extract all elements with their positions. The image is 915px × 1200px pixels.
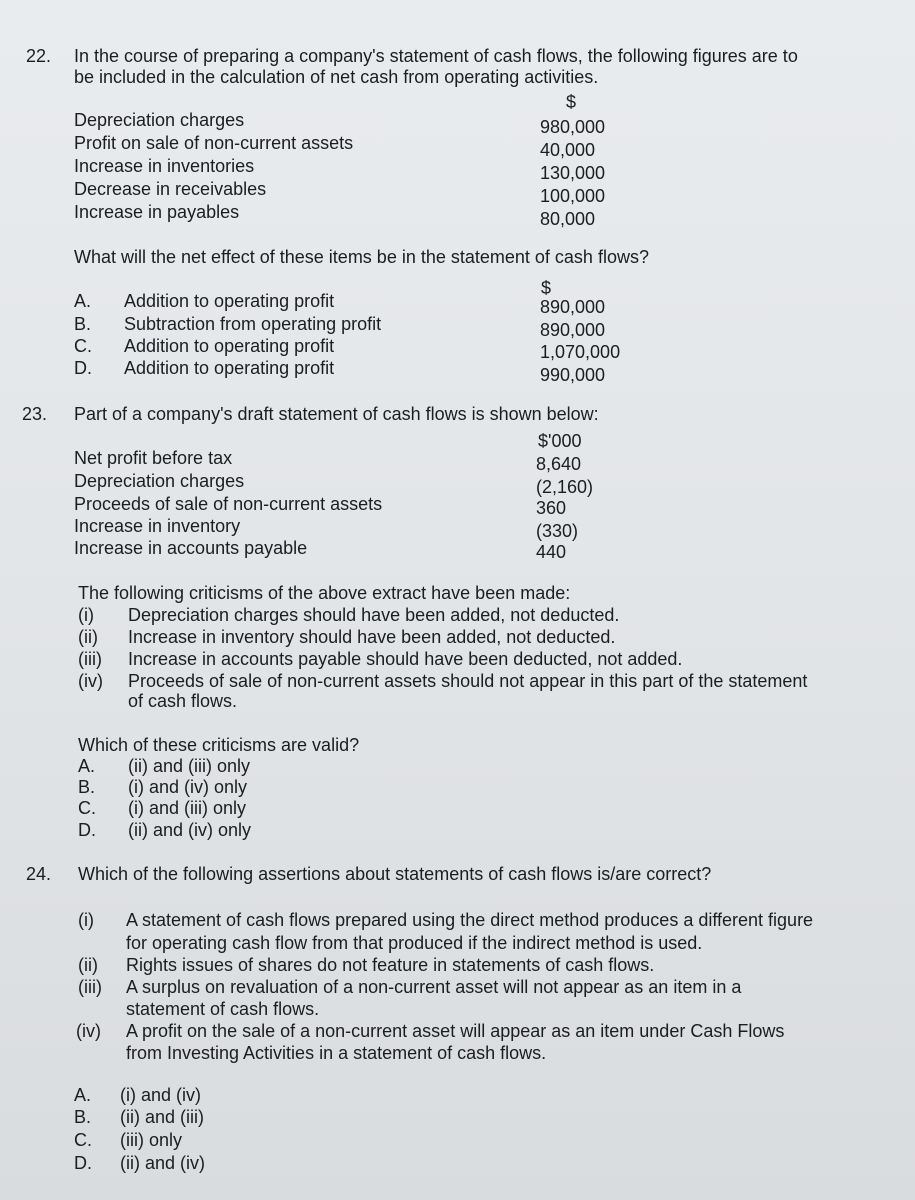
- question-number: 24.: [26, 864, 52, 884]
- question-text: Which of these criticisms are valid?: [78, 735, 360, 755]
- column-currency: $: [541, 278, 552, 298]
- item-label: Profit on sale of non-current assets: [74, 133, 354, 153]
- option-letter[interactable]: C.: [74, 336, 92, 356]
- criticism-number: (ii): [78, 627, 98, 647]
- option-text[interactable]: (i) and (iv): [120, 1085, 202, 1105]
- assertion-text: Rights issues of shares do not feature in statements of cash flows.: [126, 955, 655, 975]
- assertion-number: (i): [78, 910, 94, 930]
- assertion-text: A surplus on revaluation of a non-current asset will not appear as an item in a: [126, 977, 742, 997]
- option-letter[interactable]: D.: [74, 358, 92, 378]
- criticism-text-cont: of cash flows.: [128, 691, 238, 711]
- item-label: Increase in inventories: [74, 156, 255, 176]
- assertion-text-cont: from Investing Activities in a statement of cash flows.: [126, 1043, 547, 1063]
- assertion-number: (iii): [78, 977, 102, 997]
- option-value: 890,000: [540, 320, 606, 340]
- option-letter[interactable]: C.: [74, 1130, 92, 1150]
- question-number: 23.: [22, 404, 48, 424]
- item-value: 980,000: [540, 117, 606, 137]
- option-value: 990,000: [540, 365, 606, 385]
- option-text[interactable]: (ii) and (iv): [120, 1153, 206, 1173]
- option-value: 890,000: [540, 297, 606, 317]
- item-value: 360: [536, 498, 567, 518]
- item-label: Proceeds of sale of non-current assets: [74, 494, 383, 514]
- question-text: What will the net effect of these items be in the statement of cash flows?: [74, 247, 649, 267]
- assertion-text-cont: statement of cash flows.: [126, 999, 320, 1019]
- assertion-number: (ii): [78, 955, 98, 975]
- question-intro: Part of a company's draft statement of cash flows is shown below:: [74, 404, 599, 424]
- option-text[interactable]: (ii) and (iii) only: [128, 756, 251, 776]
- criticism-text: Increase in inventory should have been added, not deducted.: [128, 627, 616, 647]
- criticism-number: (iv): [78, 671, 103, 691]
- item-label: Depreciation charges: [74, 110, 245, 130]
- question-intro-cont: be included in the calculation of net cash from operating activities.: [74, 67, 599, 87]
- option-letter[interactable]: A.: [78, 756, 96, 776]
- criticism-text: Depreciation charges should have been added, not deducted.: [128, 605, 620, 625]
- item-label: Increase in payables: [74, 202, 240, 222]
- item-value: 440: [536, 542, 567, 562]
- option-text[interactable]: (i) and (iv) only: [128, 777, 248, 797]
- item-label: Depreciation charges: [74, 471, 245, 491]
- assertion-text: A statement of cash flows prepared using the direct method produces a different figure: [126, 910, 814, 930]
- option-text[interactable]: Addition to operating profit: [124, 336, 335, 356]
- option-text[interactable]: Subtraction from operating profit: [124, 314, 382, 334]
- option-letter[interactable]: A.: [74, 291, 92, 311]
- column-currency: $'000: [538, 431, 582, 451]
- item-label: Increase in inventory: [74, 516, 241, 536]
- option-letter[interactable]: D.: [74, 1153, 92, 1173]
- option-text[interactable]: (ii) and (iii): [120, 1107, 205, 1127]
- option-letter[interactable]: B.: [74, 1107, 92, 1127]
- assertion-number: (iv): [76, 1021, 101, 1041]
- column-currency: $: [566, 92, 577, 112]
- option-text[interactable]: (iii) only: [120, 1130, 183, 1150]
- question-intro: In the course of preparing a company's statement of cash flows, the following figures are to: [74, 46, 798, 66]
- question-number: 22.: [26, 46, 52, 66]
- criticism-number: (iii): [78, 649, 102, 669]
- option-letter[interactable]: D.: [78, 820, 96, 840]
- option-letter[interactable]: B.: [74, 314, 92, 334]
- assertion-text: A profit on the sale of a non-current asset will appear as an item under Cash Flows: [126, 1021, 785, 1041]
- item-value: 130,000: [540, 163, 606, 183]
- item-value: 8,640: [536, 454, 582, 474]
- criticism-text: Proceeds of sale of non-current assets should not appear in this part of the statement: [128, 671, 808, 691]
- criticisms-intro: The following criticisms of the above extract have been made:: [78, 583, 571, 603]
- criticism-number: (i): [78, 605, 94, 625]
- option-text[interactable]: (ii) and (iv) only: [128, 820, 252, 840]
- option-letter[interactable]: A.: [74, 1085, 92, 1105]
- item-value: (330): [536, 521, 579, 541]
- item-value: 80,000: [540, 209, 596, 229]
- item-value: 40,000: [540, 140, 596, 160]
- option-value: 1,070,000: [540, 342, 621, 362]
- item-label: Net profit before tax: [74, 448, 233, 468]
- option-text[interactable]: Addition to operating profit: [124, 358, 335, 378]
- item-value: 100,000: [540, 186, 606, 206]
- option-text[interactable]: (i) and (iii) only: [128, 798, 247, 818]
- item-label: Decrease in receivables: [74, 179, 267, 199]
- option-letter[interactable]: C.: [78, 798, 96, 818]
- option-text[interactable]: Addition to operating profit: [124, 291, 335, 311]
- criticism-text: Increase in accounts payable should have been deducted, not added.: [128, 649, 683, 669]
- item-value: (2,160): [536, 477, 594, 497]
- item-label: Increase in accounts payable: [74, 538, 308, 558]
- option-letter[interactable]: B.: [78, 777, 96, 797]
- assertion-text-cont: for operating cash flow from that produced if the indirect method is used.: [126, 933, 703, 953]
- question-text: Which of the following assertions about statements of cash flows is/are correct?: [78, 864, 712, 884]
